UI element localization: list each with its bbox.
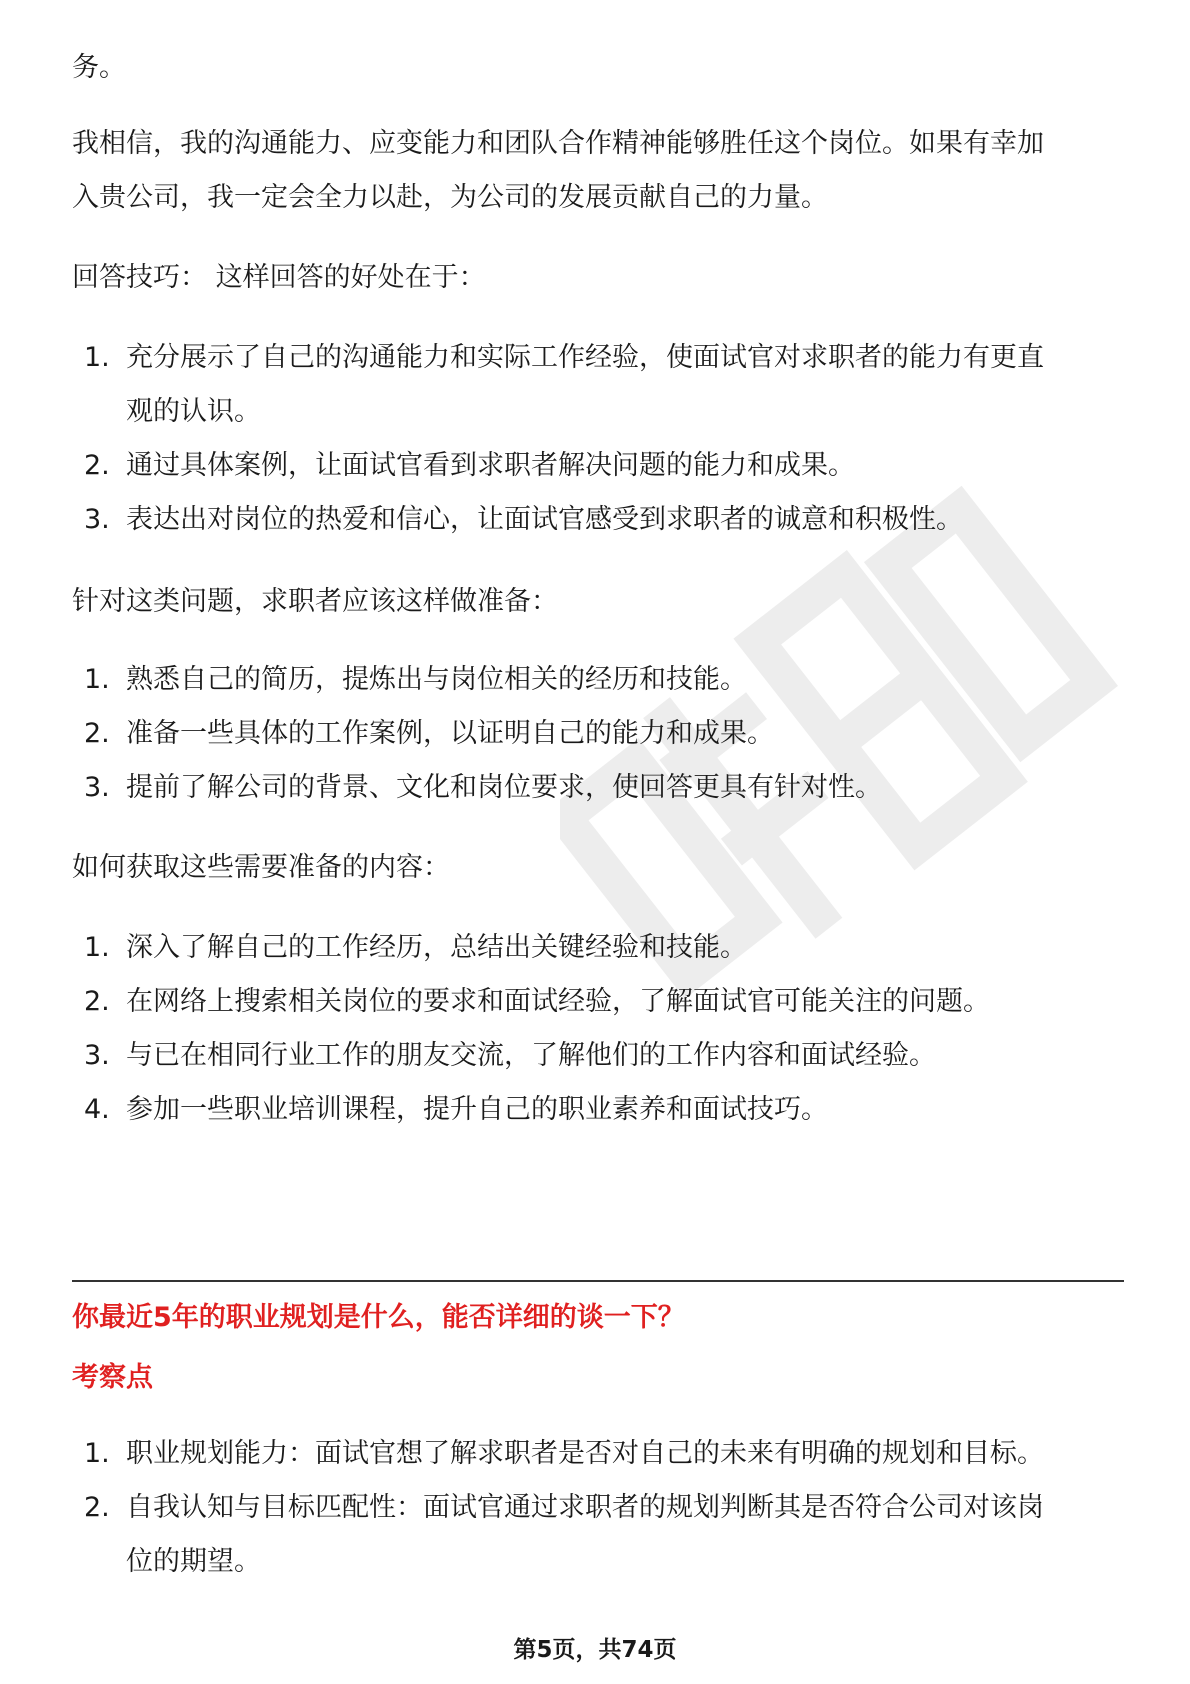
list-text: 深入了解自己的工作经历，总结出关键经验和技能。 — [126, 932, 747, 963]
list-number: 1. — [84, 1438, 110, 1469]
list-item — [84, 1094, 828, 1126]
list-item — [84, 664, 747, 696]
list-item — [84, 450, 855, 482]
list-text: 表达出对岗位的热爱和信心，让面试官感受到求职者的诚意和积极性。 — [126, 504, 963, 535]
section-heading: 针对这类问题，求职者应该这样做准备： — [72, 586, 558, 617]
paragraph-line: 我相信，我的沟通能力、应变能力和团队合作精神能够胜任这个岗位。如果有幸加 — [72, 128, 1044, 159]
focus-heading: 考察点 — [72, 1362, 153, 1393]
list-text: 参加一些职业培训课程，提升自己的职业素养和面试技巧。 — [126, 1094, 828, 1125]
list-item — [84, 504, 963, 536]
list-number: 4. — [84, 1094, 110, 1125]
question-heading: 你最近5年的职业规划是什么，能否详细的谈一下？ — [72, 1302, 685, 1333]
list-text: 充分展示了自己的沟通能力和实际工作经验，使面试官对求职者的能力有更直 — [126, 342, 1044, 373]
list-text-continuation: 位的期望。 — [126, 1546, 261, 1577]
list-text: 与已在相同行业工作的朋友交流，了解他们的工作内容和面试经验。 — [126, 1040, 936, 1071]
list-item — [84, 986, 990, 1018]
list-number: 1. — [84, 932, 110, 963]
list-number: 2. — [84, 986, 110, 1017]
list-text: 熟悉自己的简历，提炼出与岗位相关的经历和技能。 — [126, 664, 747, 695]
section-heading: 如何获取这些需要准备的内容： — [72, 852, 450, 883]
list-text: 在网络上搜索相关岗位的要求和面试经验，了解面试官可能关注的问题。 — [126, 986, 990, 1017]
list-number: 1. — [84, 342, 110, 373]
list-item — [84, 1040, 936, 1072]
list-text: 提前了解公司的背景、文化和岗位要求，使回答更具有针对性。 — [126, 772, 882, 803]
page-number: 第5页，共74页 — [513, 1637, 677, 1663]
section-divider — [72, 1280, 1124, 1282]
list-number: 2. — [84, 718, 110, 749]
list-text: 自我认知与目标匹配性：面试官通过求职者的规划判断其是否符合公司对该岗 — [126, 1492, 1044, 1523]
list-number: 2. — [84, 1492, 110, 1523]
section-heading: 回答技巧： 这样回答的好处在于： — [72, 262, 486, 293]
list-number: 3. — [84, 772, 110, 803]
list-text-continuation: 观的认识。 — [126, 396, 261, 427]
list-text: 准备一些具体的工作案例，以证明自己的能力和成果。 — [126, 718, 774, 749]
list-text: 通过具体案例，让面试官看到求职者解决问题的能力和成果。 — [126, 450, 855, 481]
list-item — [84, 342, 1044, 374]
paragraph-line: 入贵公司，我一定会全力以赴，为公司的发展贡献自己的力量。 — [72, 182, 828, 213]
list-number: 1. — [84, 664, 110, 695]
list-number: 3. — [84, 504, 110, 535]
list-number: 3. — [84, 1040, 110, 1071]
list-item — [84, 932, 747, 964]
list-item — [84, 718, 774, 750]
text-fragment: 务。 — [72, 52, 126, 83]
list-item — [84, 1492, 1044, 1524]
list-text: 职业规划能力：面试官想了解求职者是否对自己的未来有明确的规划和目标。 — [126, 1438, 1044, 1469]
list-item — [84, 772, 882, 804]
list-item — [84, 1438, 1044, 1470]
list-number: 2. — [84, 450, 110, 481]
